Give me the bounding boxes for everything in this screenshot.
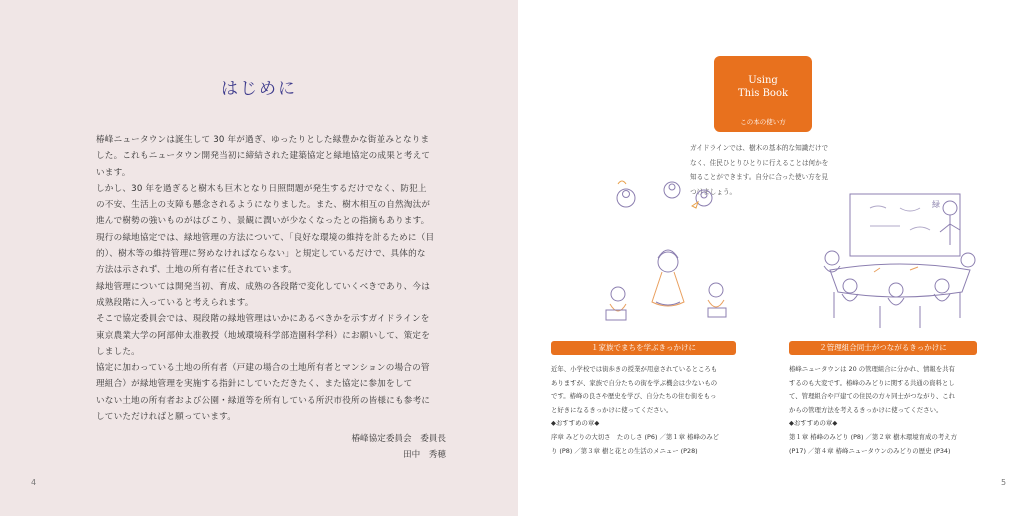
signature-name: 田中 秀穂	[403, 450, 446, 460]
intro-line: 東京農業大学の阿部伸太准教授（地域環境科学部造園科学科）にお願いして、策定を	[96, 330, 430, 341]
section-line: と好きになるきっかけに使ってください。	[551, 405, 673, 414]
intro-line: 方法は示されず、土地の所有者に任されています。	[96, 265, 297, 276]
intro-line: 理組合）が緑地管理を実施する指針にしていただきたく、また協定に参加をして	[96, 379, 413, 390]
intro-line: していただければと願っています。	[96, 412, 237, 423]
page-title: はじめに	[221, 79, 297, 99]
intro-line: そこで協定委員会では、現段階の緑地管理はいかにあるべきかを示すガイドラインを	[96, 314, 430, 325]
intro-line: しました。	[96, 346, 140, 357]
section-line: て、管理組合や戸建ての住民の方々同士がつながり、これ	[789, 392, 956, 401]
guide-line: つけましょう。	[690, 187, 737, 196]
how-to-use-heading	[714, 74, 812, 100]
how-to-use-box	[714, 56, 812, 132]
family-illustration	[596, 176, 746, 336]
section-line: 第１章 椿峰のみどり (P8) ／第２章 樹木環境育成の考え方	[789, 432, 958, 441]
section-line: ありますが、家族で自分たちの街を学ぶ機会は少ないもの	[551, 378, 718, 387]
section-line: 椿峰ニュータウンは 20 の管理組合に分かれ、情報を共有	[789, 365, 955, 373]
how-to-use-subtitle: この本の使い方	[740, 118, 786, 126]
section-line: (P17) ／第４章 椿峰ニュータウンのみどりの歴史 (P34)	[789, 446, 951, 455]
signature-organization: 椿峰協定委員会 委員長	[351, 434, 446, 444]
intro-line: の不安、生活上の支障も懸念されるようになりました。また、樹木相互の自然淘汰が	[96, 200, 431, 211]
section-line: 序章 みどりの大切さ たのしさ (P6) ／第１章 椿峰のみど	[551, 432, 720, 441]
intro-line: いない土地の所有者および公園・緑道等を所有している所沢市役所の皆様にも参考に	[96, 395, 431, 406]
intro-line: います。	[96, 167, 131, 178]
intro-line: 成熟段階に入っていると考えられます。	[96, 297, 254, 308]
intro-line: 的）、樹木等の維持管理に努めなければならない」と規定しているだけで、具体的な	[96, 249, 426, 260]
section-family-banner: １家族でまちを学ぶきっかけに	[551, 341, 736, 355]
how-to-use-heading-line1: Using	[748, 75, 778, 86]
section-line: するのも大変です。椿峰のみどりに関する共通の資料とし	[789, 378, 955, 387]
intro-line: しかし、30 年を過ぎると樹木も巨木となり日照問題が発生するだけでなく、防犯上	[96, 183, 427, 194]
page-number-right: 5	[1001, 478, 1007, 487]
section-line: です。椿峰の良さや歴史を学び、自分たちの住む街をもっ	[551, 392, 717, 401]
section-line: からの管理方法を考えるきっかけに使ってください。	[789, 405, 943, 414]
guide-line: ガイドラインでは、樹木の基本的な知識だけで	[690, 144, 829, 152]
recommended-chapters-heading: ◆おすすめの章◆	[551, 419, 600, 428]
meeting-illustration	[810, 186, 985, 336]
page-number-left: 4	[31, 478, 37, 487]
meeting-table-icon	[830, 264, 970, 297]
section-association-banner: ２管理組合同士がつながるきっかけに	[789, 341, 977, 355]
introduction-text	[96, 132, 456, 425]
intro-line: 椿峰ニュータウンは誕生して 30 年が過ぎ、ゆったりとした緑豊かな街並みとなりま	[96, 135, 430, 145]
guide-line: なく、住民ひとりひとりに行えることは何かを	[690, 158, 829, 167]
girl-figure-icon	[658, 252, 678, 272]
whiteboard-icon	[850, 194, 960, 256]
right-page	[518, 0, 1036, 516]
recommended-chapters-heading: ◆おすすめの章◆	[789, 419, 838, 428]
section-family-text	[551, 363, 743, 458]
section-line: り (P8) ／第３章 樹と花との生活のメニュー (P28)	[551, 446, 698, 455]
section-association-text	[789, 363, 989, 458]
intro-line: 協定に加わっている土地の所有者（戸建の場合の土地所有者とマンションの場合の管	[96, 363, 430, 374]
intro-line: 現行の緑地協定では、緑地管理の方法について、「良好な環境の維持を計るために（目	[96, 232, 435, 243]
section-line: 近年、小学校では街歩きの授業が用意されているところも	[551, 365, 718, 373]
intro-line: 緑地管理については開発当初、育成、成熟の各段階で変化していくべきであり、今は	[96, 281, 430, 292]
how-to-use-heading-line2: This Book	[737, 88, 789, 99]
guide-line: 知ることができます。自分に合った使い方を見	[690, 173, 828, 181]
intro-line: した。これもニュータウン開発当初に締結された建築協定と緑地協定の成果と考えて	[96, 151, 431, 162]
whiteboard-label: 緑	[932, 200, 940, 209]
intro-line: 進んで樹勢の強いものがはびこり、景観に潤いが少なくなったとの指摘もあります。	[96, 216, 430, 227]
